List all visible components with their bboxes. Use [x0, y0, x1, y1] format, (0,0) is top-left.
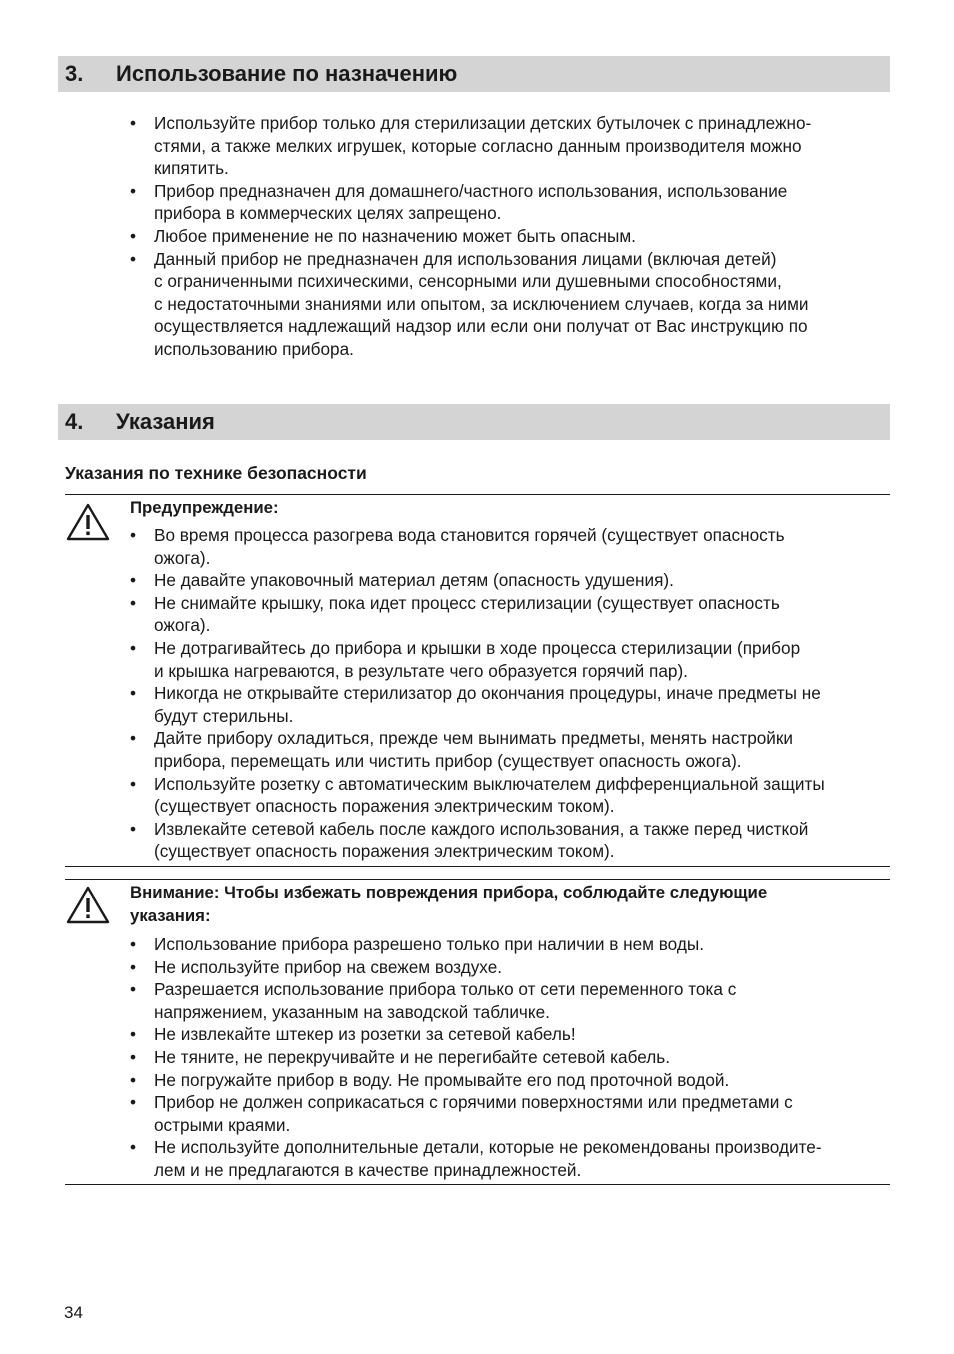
warning-list: [130, 524, 890, 863]
list-item-line: • Используйте прибор только для стерилизации детских бутылочек с принадлежно-: [154, 113, 812, 133]
warning-bottom-rule: [65, 866, 890, 867]
list-item-line: • Не тяните, не перекручивайте и не перегибайте сетевой кабель.: [154, 1046, 670, 1067]
list-item: [130, 180, 890, 225]
list-item-line: прибора в коммерческих целях запрещено.: [154, 203, 502, 224]
list-item-line: • Любое применение не по назначению может быть опасным.: [154, 225, 636, 246]
list-item: [130, 956, 890, 979]
list-item-line: с недостаточными знаниями или опытом, за исключением случаев, когда за ними: [154, 293, 809, 314]
list-item: [130, 524, 890, 569]
list-item-line: с ограниченными психическими, сенсорными или душевными способностями,: [154, 271, 782, 292]
list-item-line: использованию прибора.: [154, 338, 354, 359]
list-item-line: ожога).: [154, 615, 211, 636]
list-item-line: • Никогда не открывайте стерилизатор до окончания процедуры, иначе предметы не: [154, 683, 821, 704]
list-item: [130, 1069, 890, 1092]
list-item-line: • Использование прибора разрешено только при наличии в нем воды.: [154, 934, 705, 954]
section-3-list: [130, 112, 890, 361]
list-item: [130, 112, 890, 180]
warning-triangle-icon: [66, 503, 110, 541]
section-4-header: [58, 404, 890, 440]
list-item-line: и крышка нагреваются, в результате чего образуется горячий пар).: [154, 660, 688, 681]
list-item-line: • Не дотрагивайтесь до прибора и крышки в ходе процесса стерилизации (прибор: [154, 637, 801, 658]
caution-bottom-rule: [65, 1184, 890, 1185]
list-item: [130, 978, 890, 1023]
caution-title: [130, 882, 870, 927]
list-item: [130, 727, 890, 772]
list-item-line: напряжением, указанным на заводской табличке.: [154, 1001, 550, 1022]
list-item: [130, 248, 890, 361]
list-item-line: • Не погружайте прибор в воду. Не промывайте его под проточной водой.: [154, 1069, 730, 1090]
list-item: [130, 1023, 890, 1046]
list-item: [130, 637, 890, 682]
list-item: [130, 682, 890, 727]
list-item-line: • Во время процесса разогрева вода становится горячей (существует опасность: [154, 525, 785, 545]
list-item-line: (существует опасность поражения электрическим током).: [154, 841, 615, 862]
section-4-title: Указания: [116, 409, 215, 434]
list-item-line: острыми краями.: [154, 1114, 291, 1135]
list-item-line: • Не извлекайте штекер из розетки за сетевой кабель!: [154, 1024, 576, 1045]
list-item-line: • Не снимайте крышку, пока идет процесс стерилизации (существует опасность: [154, 592, 780, 613]
section-3-header: [58, 56, 890, 92]
caution-title-line-2: указания:: [130, 905, 211, 925]
list-item: [130, 225, 890, 248]
list-item-line: • Прибор не должен соприкасаться с горячими поверхностями или предметами с: [154, 1092, 793, 1113]
safety-subheading: Указания по технике безопасности: [65, 463, 367, 483]
list-item-line: осуществляется надлежащий надзор или если они получат от Вас инструкцию по: [154, 316, 808, 337]
list-item-line: стями, а также мелких игрушек, которые согласно данным производителя можно: [154, 135, 802, 156]
section-3-title: Использование по назначению: [116, 61, 458, 86]
list-item: [130, 1091, 890, 1136]
list-item-line: ожога).: [154, 547, 211, 568]
list-item: [130, 569, 890, 592]
list-item-line: • Не используйте прибор на свежем воздухе.: [154, 956, 503, 977]
list-item: [130, 1136, 890, 1181]
caution-title-line-1: Внимание: Чтобы избежать повреждения прибора, соблюдайте следующие: [130, 883, 768, 902]
list-item-line: • Данный прибор не предназначен для использования лицами (включая детей): [154, 248, 777, 269]
list-item-line: прибора, перемещать или чистить прибор (существует опасность ожога).: [154, 750, 742, 771]
warning-title: Предупреждение:: [130, 498, 279, 517]
caution-top-rule: [65, 879, 890, 880]
list-item-line: • Прибор предназначен для домашнего/частного использования, использование: [154, 180, 788, 201]
list-item: [130, 592, 890, 637]
list-item-line: • Не давайте упаковочный материал детям (опасность удушения).: [154, 570, 674, 591]
section-4-number: 4.: [65, 409, 84, 434]
list-item-line: • Не используйте дополнительные детали, которые не рекомендованы производите-: [154, 1137, 822, 1158]
list-item-line: кипятить.: [154, 158, 229, 179]
list-item: [130, 1046, 890, 1069]
warning-top-rule: [65, 494, 890, 495]
list-item-line: • Извлекайте сетевой кабель после каждого использования, а также перед чисткой: [154, 818, 809, 839]
list-item-line: • Используйте розетку с автоматическим выключателем дифференциальной защиты: [154, 773, 825, 794]
list-item: [130, 773, 890, 818]
caution-triangle-icon: [66, 886, 110, 924]
list-item-line: лем и не предлагаются в качестве принадлежностей.: [154, 1159, 582, 1180]
list-item: [130, 933, 890, 956]
list-item-line: будут стерильны.: [154, 705, 294, 726]
list-item-line: (существует опасность поражения электрическим током).: [154, 796, 615, 817]
page-number: 34: [64, 1303, 83, 1322]
list-item-line: • Дайте прибору охладиться, прежде чем вынимать предметы, менять настройки: [154, 728, 794, 749]
list-item: [130, 818, 890, 863]
list-item-line: • Разрешается использование прибора только от сети переменного тока с: [154, 979, 737, 1000]
section-3-number: 3.: [65, 61, 84, 86]
caution-list: [130, 933, 890, 1182]
